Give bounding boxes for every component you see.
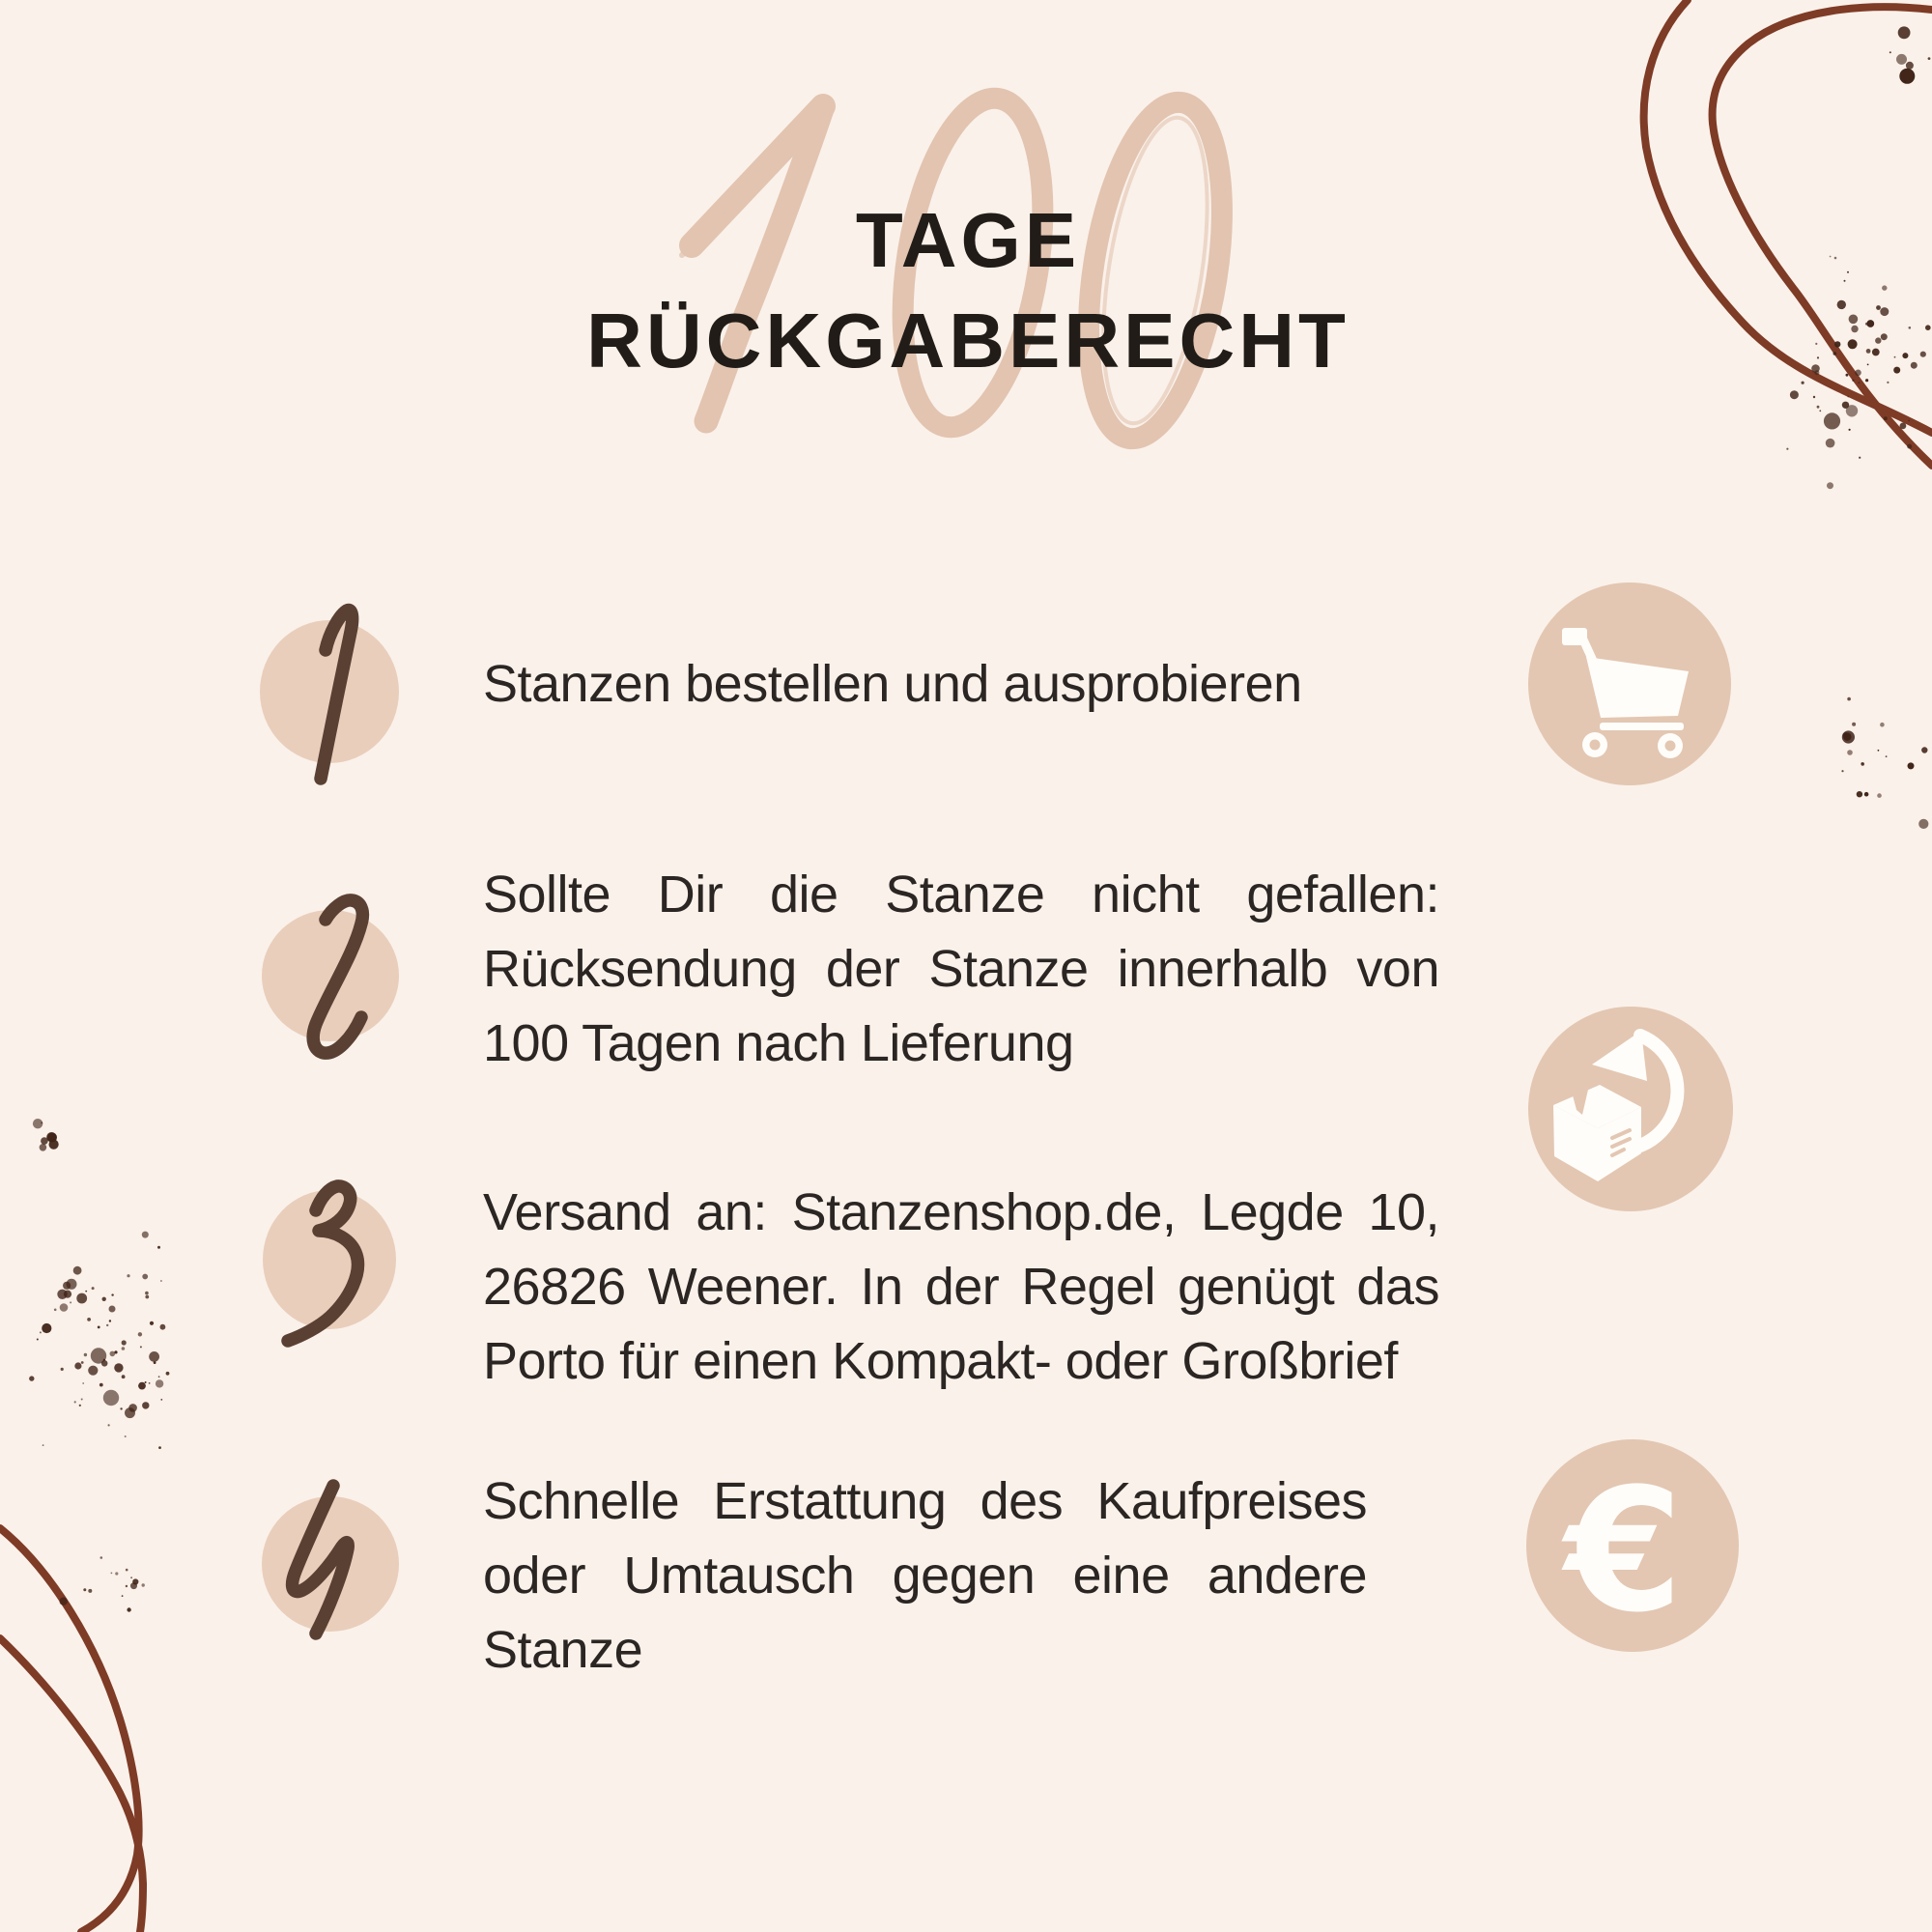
step-2-number (262, 900, 399, 1053)
paint-speckle (1861, 762, 1864, 766)
paint-speckle (1877, 793, 1882, 798)
paint-speckle (138, 1382, 146, 1390)
paint-speckle (1921, 747, 1927, 753)
paint-speckle (60, 1303, 69, 1312)
paint-speckle (166, 1372, 170, 1376)
paint-speckle (1849, 429, 1851, 431)
speckles-top-right (1786, 26, 1930, 829)
paint-speckle (47, 1132, 57, 1142)
paint-speckle (1908, 420, 1910, 422)
step-3-line-2: 26826 Weener. In der Regel genügt das (483, 1258, 1439, 1316)
step-2-blob (262, 910, 399, 1041)
paint-speckle (128, 1404, 137, 1412)
step-4-line-2: oder Umtausch gegen eine andere (483, 1547, 1367, 1605)
speckles-bottom-left (29, 1119, 169, 1612)
paint-speckle (83, 1588, 86, 1591)
paint-speckle (43, 1444, 44, 1446)
step-3-line-1: Versand an: Stanzenshop.de, Legde 10, (483, 1183, 1439, 1241)
paint-speckle (138, 1332, 142, 1336)
paint-speckle (101, 1360, 108, 1367)
paint-speckle (74, 1362, 81, 1369)
paint-speckle (1880, 723, 1885, 727)
title-line-2: RÜCKGABERECHT (586, 298, 1350, 384)
paint-speckle (149, 1351, 159, 1362)
paint-speckle (76, 1293, 87, 1304)
paint-speckle (1852, 723, 1856, 726)
paint-speckle (157, 1246, 160, 1249)
paint-speckle (79, 1405, 81, 1406)
paint-speckle (1864, 792, 1869, 797)
paint-speckle (115, 1572, 118, 1575)
paint-speckle (1813, 396, 1815, 398)
paint-speckle (1886, 755, 1888, 757)
paint-speckle (1827, 482, 1833, 489)
paint-speckle (160, 1399, 162, 1401)
paint-speckle (1843, 732, 1849, 738)
paint-speckle (127, 1274, 129, 1277)
paint-speckle (122, 1375, 126, 1378)
paint-speckle (99, 1383, 103, 1387)
step-4-number (262, 1486, 399, 1634)
paint-speckle (1900, 423, 1907, 430)
paint-speckle (67, 1279, 77, 1290)
page-title (0, 190, 1932, 391)
paint-speckle (82, 1382, 84, 1384)
paint-speckle (149, 1382, 151, 1384)
paint-speckle (142, 1402, 149, 1408)
shopping-cart-icon (1528, 582, 1731, 785)
paint-speckle (1847, 750, 1853, 755)
paint-speckle (1842, 402, 1849, 409)
step-1-line-1: Stanzen bestellen und ausprobieren (483, 655, 1302, 713)
paint-speckle (1918, 819, 1928, 829)
paint-speckle (1884, 416, 1888, 420)
paint-speckle (109, 1306, 116, 1313)
paint-speckle (1841, 770, 1843, 772)
paint-speckle (100, 1556, 103, 1559)
paint-speckle (73, 1266, 82, 1275)
paint-speckle (1857, 791, 1862, 797)
step-4-line-1: Schnelle Erstattung des Kaufpreises (483, 1472, 1367, 1530)
paint-speckle (81, 1399, 83, 1401)
paint-speckle (102, 1297, 106, 1301)
paint-speckle (1790, 390, 1799, 399)
step-3-blob (263, 1190, 396, 1329)
euro-glyph: € (1564, 1452, 1684, 1650)
paint-speckle (1899, 69, 1915, 84)
paint-speckle (1906, 62, 1914, 70)
paint-speckle (92, 1287, 95, 1290)
paint-speckle (145, 1292, 149, 1295)
paint-speckle (29, 1376, 34, 1380)
paint-speckle (61, 1368, 64, 1371)
paint-speckle (1889, 51, 1891, 53)
paint-speckle (142, 1232, 149, 1238)
paint-speckle (111, 1293, 113, 1295)
paint-speckle (1847, 697, 1851, 701)
paint-speckle (1817, 406, 1820, 409)
paint-speckle (109, 1320, 111, 1321)
paint-speckle (1824, 412, 1840, 429)
paint-speckle (1907, 444, 1912, 449)
euro-icon (1526, 1439, 1739, 1652)
paint-speckle (1928, 57, 1931, 60)
paint-speckle (122, 1340, 127, 1345)
paint-speckle (1896, 54, 1907, 65)
paint-speckle (98, 1326, 100, 1329)
paint-speckle (87, 1318, 91, 1321)
paint-speckle (160, 1280, 162, 1282)
step-2-line-2: Rücksendung der Stanze innerhalb von (483, 940, 1439, 998)
paint-speckle (42, 1323, 51, 1333)
paint-speckle (59, 1598, 67, 1605)
paint-speckle (40, 1331, 42, 1333)
paint-speckle (125, 1435, 127, 1437)
paint-speckle (1908, 762, 1915, 769)
step-3-line-3: Porto für einen Kompakt- oder Großbrief (483, 1332, 1398, 1390)
paint-speckle (145, 1381, 147, 1383)
step-2-line-1: Sollte Dir die Stanze nicht gefallen: (483, 866, 1439, 923)
paint-speckle (126, 1585, 128, 1587)
paint-speckle (122, 1595, 124, 1597)
paint-speckle (70, 1301, 71, 1303)
paint-speckle (88, 1366, 98, 1376)
paint-speckle (1878, 750, 1880, 752)
paint-speckle (142, 1274, 148, 1280)
paint-speckle (156, 1379, 163, 1387)
step-1-number (260, 611, 399, 779)
paint-speckle (33, 1119, 43, 1128)
paint-speckle (81, 1361, 84, 1364)
paint-speckle (122, 1347, 126, 1350)
paint-speckle (160, 1324, 166, 1330)
paint-speckle (130, 1582, 137, 1589)
paint-speckle (108, 1424, 110, 1426)
paint-speckle (145, 1295, 149, 1299)
paint-speckle (1859, 457, 1861, 459)
title-line-1: TAGE (855, 197, 1081, 283)
paint-speckle (106, 1324, 108, 1326)
paint-speckle (85, 1291, 87, 1293)
paint-speckle (1847, 396, 1849, 398)
paint-speckle (126, 1569, 128, 1572)
paint-speckle (1826, 439, 1835, 448)
paint-speckle (88, 1589, 92, 1593)
paint-speckle (110, 1351, 116, 1357)
corner-line-bottom-left (0, 1528, 143, 1932)
step-2-line-3: 100 Tagen nach Lieferung (483, 1014, 1074, 1072)
package-return-icon (1528, 1007, 1733, 1211)
paint-speckle (114, 1363, 123, 1372)
paint-speckle (40, 1144, 47, 1151)
paint-speckle (120, 1407, 122, 1409)
paint-speckle (150, 1321, 154, 1325)
paint-speckle (142, 1583, 145, 1586)
paint-speckle (1898, 26, 1911, 39)
paint-speckle (1786, 448, 1788, 450)
step-4-line-3: Stanze (483, 1621, 643, 1679)
paint-speckle (111, 1573, 113, 1575)
paint-speckle (37, 1339, 39, 1341)
paint-speckle (140, 1346, 142, 1348)
paint-speckle (54, 1309, 57, 1312)
paint-speckle (84, 1353, 87, 1356)
paint-speckle (1819, 410, 1821, 412)
paint-speckle (57, 1290, 67, 1299)
paint-speckle (74, 1401, 76, 1403)
paint-speckle (103, 1390, 119, 1406)
paint-speckle (158, 1376, 160, 1378)
paint-speckle (130, 1577, 132, 1578)
paint-speckle (127, 1607, 130, 1611)
step-3-number (263, 1186, 396, 1341)
paint-speckle (158, 1446, 161, 1449)
